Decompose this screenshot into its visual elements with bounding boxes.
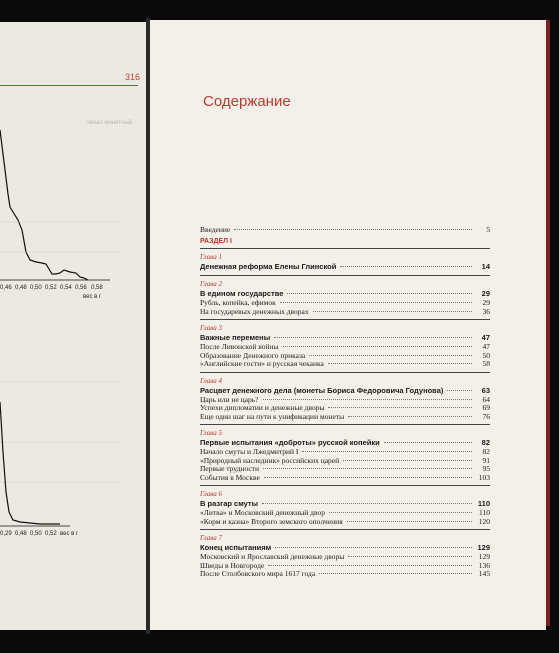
leader-dots [287,293,472,294]
chapter-block [200,377,490,426]
entry-title: Шведы в Новгороде [200,560,265,570]
chapter-page: 47 [481,333,490,342]
chapter-title: Важные перемены [200,333,271,342]
toc-entry[interactable] [200,359,490,368]
leader-dots [329,512,472,513]
toc-entry[interactable] [200,447,490,456]
entry-page: 95 [482,464,490,473]
entry-page: 120 [478,516,490,526]
leader-dots [384,442,472,443]
toc-intro-row[interactable] [200,225,490,235]
leader-dots [263,399,473,400]
leader-dots [343,460,472,461]
bottom-chart-curve [0,402,60,524]
chapter-block [200,534,490,578]
top-tick-label: 0,48 [15,285,27,291]
toc-entry[interactable] [200,307,490,316]
leader-dots [328,363,472,364]
leader-dots [280,302,472,303]
chapter-rule [200,275,490,276]
chapter-label: Глава 2 [200,280,222,288]
top-tick-label: 0,56 [75,285,87,291]
entry-page: 82 [482,447,490,456]
top-tick-label: 0,52 [45,285,57,291]
entry-page: 76 [482,411,490,421]
top-axis-unit: вес в г [83,294,102,300]
top-tick-label: 0,58 [91,285,103,291]
chapter-rule [200,424,490,425]
entry-page: 64 [482,394,490,404]
section-heading: РАЗДЕЛ I [200,238,232,245]
bottom-tick-label: 0,50 [30,531,42,537]
entry-page: 91 [482,455,490,465]
page-number: 316 [124,72,140,82]
right-page [150,20,546,630]
toc-intro-label: Введение [200,225,231,234]
leader-dots [302,451,472,452]
entry-title: «Природный наследник» российских царей [200,455,340,465]
chapter-block [200,253,490,276]
chapter-title: В едином государстве [200,289,284,298]
toc-entry[interactable] [200,456,490,465]
chapter-title-row[interactable] [200,262,490,271]
top-chart-curve [0,130,88,280]
entry-title: На государевых денежных дворах [200,306,309,316]
chapter-title-row[interactable] [200,386,490,395]
toc-entry[interactable] [200,561,490,570]
chapter-label: Глава 6 [200,490,222,498]
top-tick-label: 0,50 [30,285,42,291]
toc-intro-page: 5 [486,225,490,234]
chapter-title: Первые испытания «доброты» русской копейки [200,438,380,447]
entry-page: 29 [482,298,490,307]
chapter-block [200,280,490,320]
entry-page: 103 [478,472,490,482]
chapter-rule [200,529,490,530]
chapter-title: Денежная реформа Елены Глинской [200,262,337,271]
entry-page: 50 [482,350,490,360]
entry-title: После Столбовского мира 1617 года [200,569,316,578]
top-tick-label: 0,46 [0,285,12,291]
entry-page: 47 [482,342,490,351]
section-rule [200,248,490,249]
chapter-title: Конец испытаниям [200,543,272,552]
toc-entry[interactable] [200,517,490,526]
chapter-label: Глава 1 [200,253,222,261]
entry-title: События в Москве [200,472,260,482]
toc-entry[interactable] [200,351,490,360]
leader-dots [328,407,472,408]
chapter-block [200,490,490,530]
chapter-page: 63 [481,385,490,395]
toc-entry[interactable] [200,464,490,473]
leader-dots [264,477,472,478]
top-tick-label: 0,54 [60,285,72,291]
leader-dots [447,390,472,391]
leader-dots [262,503,472,504]
entry-title: Начало смуты и Лжедмитрий I [200,447,299,456]
bottom-tick-label: 0,29 [0,531,12,537]
chapter-title-row[interactable] [200,543,490,552]
entry-page: 145 [478,569,490,578]
chapter-block [200,429,490,486]
chapter-rule [200,485,490,486]
toc-entry[interactable] [200,473,490,482]
chart-caption: Чекан монетный [85,120,132,126]
chapter-page: 129 [477,543,490,552]
leader-dots [348,416,472,417]
entry-page: 129 [478,552,490,561]
toc-entry[interactable] [200,412,490,421]
chapter-title: Расцвет денежного дела (монеты Бориса Федоровича Годунова) [200,385,444,395]
entry-title: «Корм и казна» Второго земского ополчения [200,516,343,526]
chapter-page: 110 [477,499,490,508]
toc-entry[interactable] [200,552,490,561]
table-of-contents [200,225,490,578]
leader-dots [340,266,472,267]
chapter-title: В разгар смуты [200,499,258,508]
leader-dots [313,311,472,312]
bottom-axis-unit: вес в г [60,531,79,537]
entry-page: 69 [482,403,490,412]
toc-entry[interactable] [200,395,490,404]
chapter-label: Глава 3 [200,324,222,332]
entry-title: «Литва» и Московский денежный двор [200,508,325,517]
leader-dots [309,355,472,356]
toc-entry[interactable] [200,342,490,351]
entry-title: Московский и Ярославский денежные дворы [200,552,345,561]
book-edge [546,20,550,626]
chapter-label: Глава 7 [200,534,222,542]
leader-dots [283,346,472,347]
leader-dots [275,547,472,548]
chapter-page: 29 [481,289,490,298]
entry-title: Рубль, копейка, ефимок [200,298,276,307]
entry-title: «Английские гости» и русская чеканка [200,359,324,368]
chapter-label: Глава 4 [200,376,222,385]
leader-dots [348,556,472,557]
chapter-page: 82 [481,438,490,447]
entry-title: Царь или не царь? [200,394,259,404]
toc-entry[interactable] [200,403,490,412]
top-chart-grid [0,222,120,252]
chapter-title-row[interactable] [200,289,490,298]
entry-page: 58 [482,359,490,368]
leader-dots [263,468,472,469]
toc-entry[interactable] [200,508,490,517]
entry-title: Образование Денежного приказа [200,350,306,360]
left-page [0,22,147,630]
chart-area [0,22,146,630]
leader-dots [234,229,472,230]
entry-title: Первые трудности [200,464,259,473]
entry-page: 136 [478,560,490,570]
leader-dots [347,521,472,522]
bottom-tick-label: 0,48 [15,531,27,537]
leader-dots [319,573,472,574]
entry-page: 110 [479,508,490,517]
page-title: Содержание [203,93,291,110]
toc-entry[interactable] [200,298,490,307]
bottom-tick-label: 0,52 [45,531,57,537]
chapter-title-row[interactable] [200,499,490,508]
chapter-rule [200,372,490,373]
bottom-chart-grid [0,382,120,482]
chapter-block [200,324,490,373]
leader-dots [274,337,472,338]
leader-dots [268,565,472,566]
chapter-rule [200,319,490,320]
entry-title: Успехи дипломатии и денежные дворы [200,403,325,412]
chapter-page: 14 [481,262,490,271]
toc-entry[interactable] [200,569,490,578]
chapter-title-row[interactable] [200,333,490,342]
entry-page: 36 [482,306,490,316]
chapter-label: Глава 5 [200,429,222,437]
entry-title: После Ливонской войны [200,342,279,351]
entry-title: Еще один шаг на пути к унификации монеты [200,411,345,421]
chapter-title-row[interactable] [200,438,490,447]
